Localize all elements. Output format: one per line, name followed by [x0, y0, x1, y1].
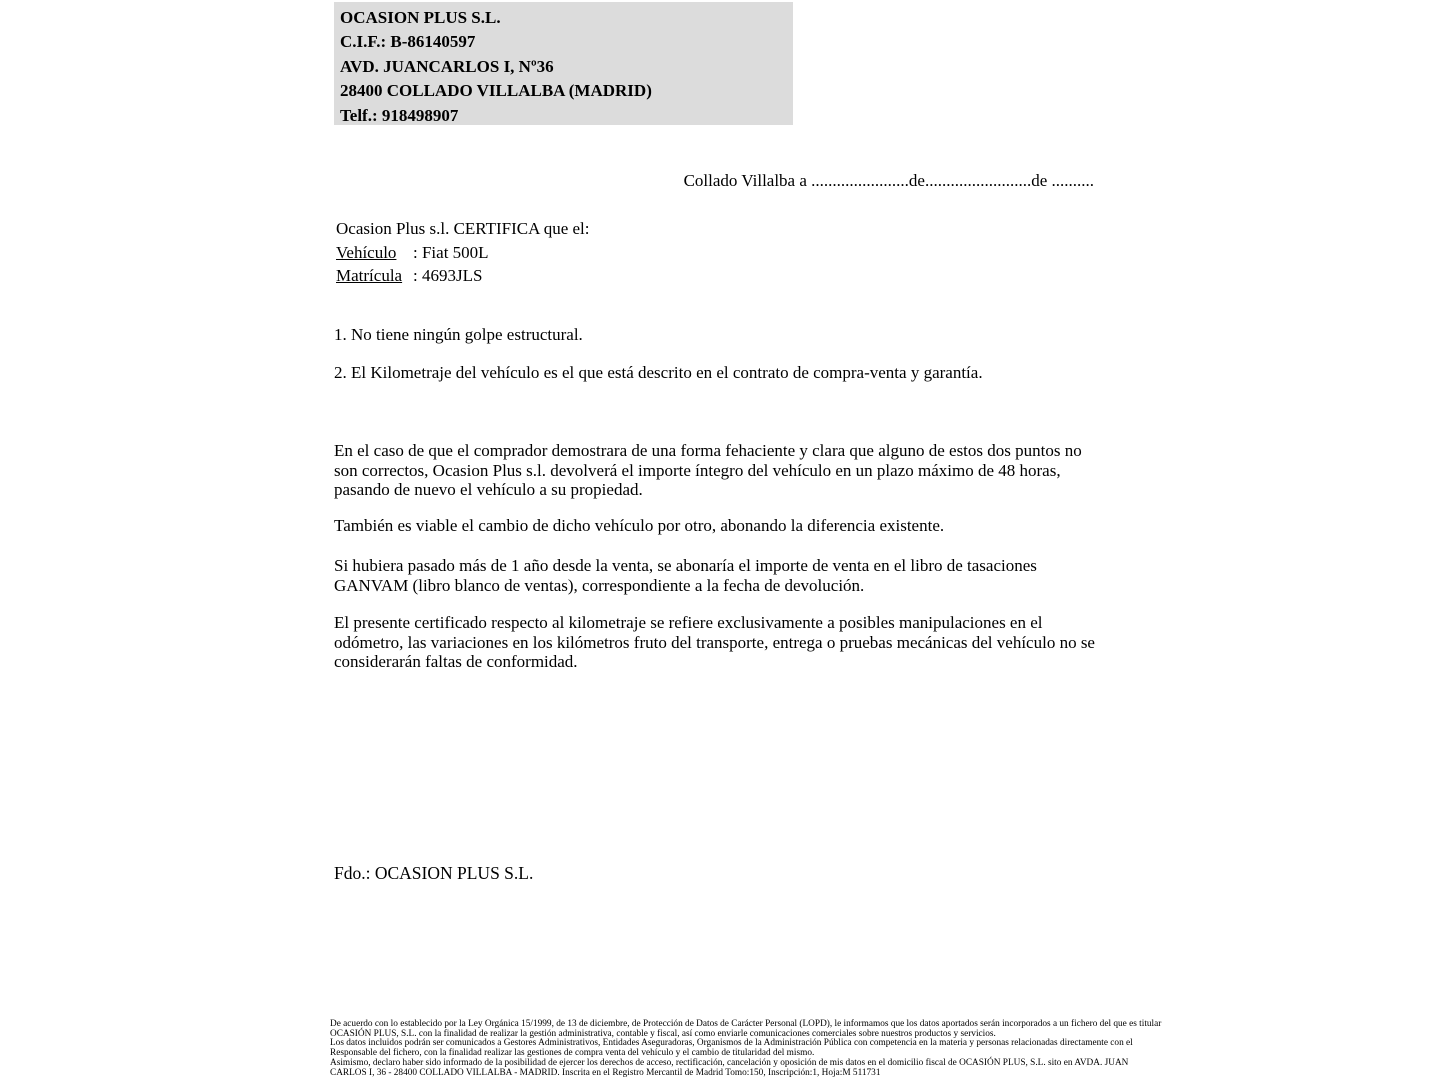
signature-line: Fdo.: OCASION PLUS S.L. — [334, 863, 534, 883]
date-line: Collado Villalba a .......................de.........................de .......... — [683, 171, 1094, 190]
footer-legal-line-1: De acuerdo con lo establecido por la Ley Orgánica 15/1999, de 13 de diciembre, de Protección de Datos de Carácter Personal (LOPD), le informamos que los datos aportados serán incorporados a un fichero del que es titular — [330, 1019, 1162, 1029]
legal-footer — [330, 1019, 1162, 1078]
paragraph-ganvam-valuation: Si hubiera pasado más de 1 año desde la venta, se abonaría el importe de venta en el libro de tasaciones GANVAM (libro blanco de ventas), correspondiente a la fecha de devolución. — [334, 556, 1037, 595]
statement-1: 1. No tiene ningún golpe estructural. — [334, 325, 583, 344]
company-city: 28400 COLLADO VILLALBA (MADRID) — [340, 81, 652, 101]
vehicle-label: Vehículo — [336, 242, 397, 262]
paragraph-refund-policy: En el caso de que el comprador demostrara de una forma fehaciente y clara que alguno de estos dos puntos no son correctos, Ocasion Plus s.l. devolverá el importe íntegro del vehículo en un plazo máximo de 48 horas, pasando de nuevo el vehículo a su propiedad. — [334, 441, 1082, 499]
company-name: OCASION PLUS S.L. — [340, 8, 501, 27]
footer-legal-line-4: Responsable del fichero, con la finalidad realizar las gestiones de compra venta del vehículo y el cambio de titularidad del mismo. — [330, 1048, 815, 1059]
vehicle-row — [336, 241, 590, 265]
company-cif: C.I.F.: B-86140597 — [340, 32, 476, 52]
certification-block — [336, 217, 590, 288]
statement-2: 2. El Kilometraje del vehículo es el que está descrito en el contrato de compra-venta y garantía. — [334, 363, 983, 382]
plate-label: Matrícula — [336, 266, 403, 285]
footer-legal-line-3: Los datos incluidos podrán ser comunicados a Gestores Administrativos, Entidades Aseguradoras, Organismos de la Administración Pública con competencia en la materia y personas relacionadas directamente con el — [330, 1038, 1133, 1049]
paragraph-exchange-option: También es viable el cambio de dicho vehículo por otro, abonando la diferencia existente. — [334, 516, 945, 535]
footer-legal-line-6: CARLOS I, 36 - 28400 COLLADO VILLALBA - MADRID. Inscrita en el Registro Mercantil de Madrid Tomo:150, Inscripción:1, Hoja:M 511731 — [330, 1067, 881, 1078]
company-header-box — [334, 2, 793, 125]
company-address: AVD. JUANCARLOS I, Nº36 — [340, 56, 554, 76]
certification-intro: Ocasion Plus s.l. CERTIFICA que el: — [336, 219, 590, 238]
footer-legal-line-2: OCASIÓN PLUS, S.L. con la finalidad de realizar la gestión administrativa, contable y fiscal, así como enviarle comunicaciones comerciales sobre nuestros productos y servicios. — [330, 1028, 996, 1039]
plate-value: : 4693JLS — [413, 266, 483, 285]
paragraph-odometer-disclaimer: El presente certificado respecto al kilometraje se refiere exclusivamente a posibles manipulaciones en el odómetro, las variaciones en los kilómetros fruto del transporte, entrega o pruebas mecánicas del vehículo no se considerarán faltas de conformidad. — [334, 613, 1095, 671]
plate-row — [336, 264, 590, 288]
footer-legal-line-5: Asimismo, declaro haber sido informado de la posibilidad de ejercer los derechos de acceso, rectificación, cancelación y oposición de mis datos en el domicilio fiscal de OCASIÓN PLUS, S.L. sito en AVDA. JUAN — [330, 1057, 1129, 1068]
vehicle-value: : Fiat 500L — [413, 242, 489, 262]
company-phone: Telf.: 918498907 — [340, 105, 459, 125]
